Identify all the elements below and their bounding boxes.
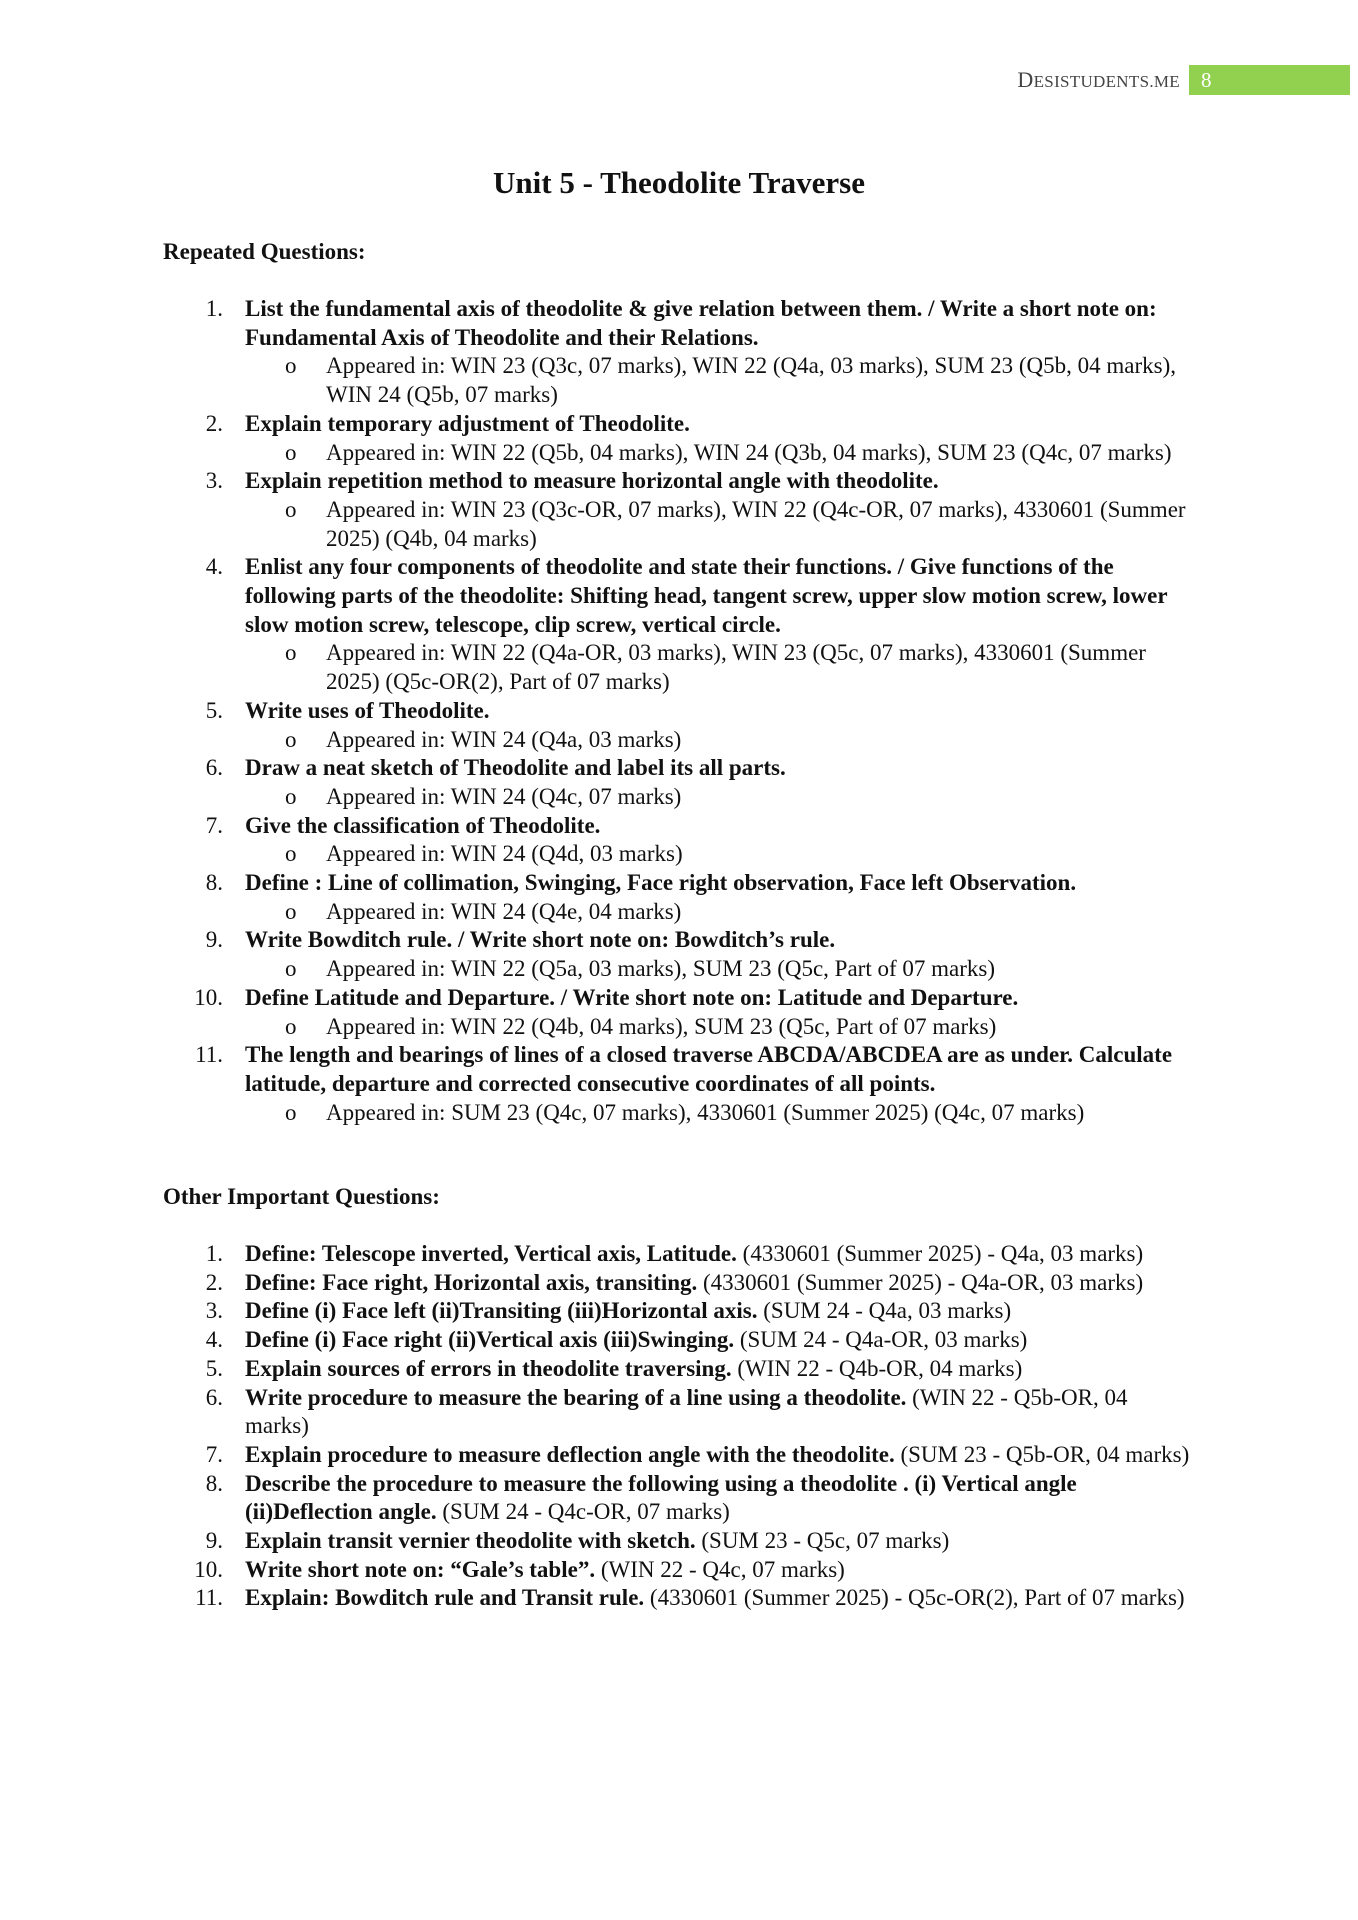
question-text: Define (i) Face right (ii)Vertical axis (iii)Swinging. <box>245 1327 735 1353</box>
repeated-question <box>163 553 1193 639</box>
other-question <box>163 1441 1193 1470</box>
question-text: The length and bearings of lines of a closed traverse ABCDA/ABCDEA are as under. Calculate latitude, departure and corrected consecutive coordinates of all points. <box>245 1042 1173 1096</box>
question-reference: (WIN 22 - Q5b-OR, 04 marks) <box>245 1384 1128 1439</box>
question-number: 11. <box>195 1042 223 1068</box>
appeared-in-exams: SUM 23 (Q4c, 07 marks), 4330601 (Summer 2025) (Q4c, 07 marks) <box>451 1099 1085 1125</box>
appeared-in-exams: WIN 23 (Q3c-OR, 07 marks), WIN 22 (Q4c-OR, 07 marks), 4330601 (Summer 2025) (Q4b, 04 marks) <box>326 496 1186 551</box>
question-reference: (SUM 23 - Q5c, 07 marks) <box>695 1528 950 1554</box>
question-text: Give the classification of Theodolite. <box>245 812 601 838</box>
other-question <box>163 1527 1193 1556</box>
question-reference: (WIN 22 - Q4b-OR, 04 marks) <box>731 1355 1023 1381</box>
question-text: Enlist any four components of theodolite and state their functions. / Give functions of the following parts of the theodolite: Shifting head, tangent screw, upper slow motion screw, lower slow motion screw, telescope, clip screw, vertical circle. <box>245 554 1168 637</box>
question-text: Write Bowditch rule. / Write short note on: Bowditch’s rule. <box>245 927 836 953</box>
bullet-marker: o <box>285 841 297 867</box>
question-reference: (SUM 23 - Q5b-OR, 04 marks) <box>894 1441 1190 1467</box>
bullet-marker: o <box>285 496 297 522</box>
other-question <box>163 1556 1193 1585</box>
question-number: 9. <box>205 1528 223 1554</box>
question-number: 4. <box>205 1327 223 1353</box>
appeared-in-label: Appeared in: <box>326 898 451 924</box>
appeared-in-exams: WIN 24 (Q4e, 04 marks) <box>450 898 682 924</box>
question-number: 2. <box>205 410 223 436</box>
repeated-question <box>163 926 1193 955</box>
question-reference: (SUM 24 - Q4a, 03 marks) <box>757 1298 1012 1324</box>
question-text: Write uses of Theodolite. <box>245 697 490 723</box>
appeared-in-exams: WIN 23 (Q3c, 07 marks), WIN 22 (Q4a, 03 marks), SUM 23 (Q5b, 04 marks), WIN 24 (Q5b, 07 marks) <box>326 353 1176 408</box>
question-number: 5. <box>205 1355 223 1381</box>
question-text: Write procedure to measure the bearing of a line using a theodolite. <box>245 1384 907 1410</box>
appeared-in-line <box>163 955 1193 984</box>
other-question <box>163 1326 1193 1355</box>
repeated-question <box>163 295 1193 352</box>
question-number: 10. <box>194 1556 223 1582</box>
other-question <box>163 1384 1193 1441</box>
other-question <box>163 1470 1193 1527</box>
appeared-in-exams: WIN 24 (Q4c, 07 marks) <box>450 783 682 809</box>
question-number: 5. <box>205 697 223 723</box>
question-reference: (SUM 24 - Q4a-OR, 03 marks) <box>734 1327 1028 1353</box>
question-number: 3. <box>205 1298 223 1324</box>
bullet-marker: o <box>285 1099 297 1125</box>
other-question <box>163 1355 1193 1384</box>
bullet-marker: o <box>285 726 297 752</box>
question-text: Explain sources of errors in theodolite traversing. <box>245 1355 732 1381</box>
question-number: 11. <box>195 1585 223 1611</box>
question-text: Explain: Bowditch rule and Transit rule. <box>245 1585 645 1611</box>
question-text: Explain transit vernier theodolite with sketch. <box>245 1528 696 1554</box>
question-reference: (4330601 (Summer 2025) - Q4a-OR, 03 marks) <box>697 1269 1144 1295</box>
repeated-question <box>163 1041 1193 1098</box>
page-number-badge: 8 <box>1189 65 1350 95</box>
appeared-in-label: Appeared in: <box>326 783 451 809</box>
question-text: Draw a neat sketch of Theodolite and label its all parts. <box>245 755 786 781</box>
repeated-question <box>163 812 1193 841</box>
bullet-marker: o <box>285 783 297 809</box>
appeared-in-line <box>163 1099 1193 1128</box>
repeated-question <box>163 754 1193 783</box>
repeated-question <box>163 984 1193 1013</box>
appeared-in-line <box>163 496 1193 553</box>
question-text: Write short note on: “Gale’s table”. <box>245 1556 596 1582</box>
question-text: Define: Face right, Horizontal axis, transiting. <box>245 1269 698 1295</box>
question-text: Explain temporary adjustment of Theodolite. <box>245 410 690 436</box>
question-number: 1. <box>205 296 223 321</box>
question-text: Define (i) Face left (ii)Transiting (iii)Horizontal axis. <box>245 1298 758 1324</box>
site-name-dot: . <box>1149 72 1154 91</box>
appeared-in-line <box>163 352 1193 409</box>
question-text: Define Latitude and Departure. / Write short note on: Latitude and Departure. <box>245 984 1019 1010</box>
other-question <box>163 1269 1193 1298</box>
question-reference: (4330601 (Summer 2025) - Q4a, 03 marks) <box>736 1241 1144 1266</box>
bullet-marker: o <box>285 956 297 982</box>
question-number: 7. <box>205 812 223 838</box>
question-number: 4. <box>205 554 223 580</box>
appeared-in-label: Appeared in: <box>326 1013 451 1039</box>
appeared-in-line <box>163 726 1193 755</box>
question-reference: (4330601 (Summer 2025) - Q5c-OR(2), Part of 07 marks) <box>644 1585 1185 1611</box>
question-number: 9. <box>205 927 223 953</box>
page-title: Unit 5 - Theodolite Traverse <box>493 165 865 200</box>
appeared-in-label: Appeared in: <box>326 956 451 982</box>
appeared-in-exams: WIN 22 (Q4a-OR, 03 marks), WIN 23 (Q5c, 07 marks), 4330601 (Summer 2025) (Q5c-OR(2), Part of 07 marks) <box>326 640 1146 695</box>
question-number: 2. <box>205 1269 223 1295</box>
appeared-in-exams: WIN 24 (Q4a, 03 marks) <box>450 726 682 752</box>
appeared-in-exams: WIN 22 (Q5b, 04 marks), WIN 24 (Q3b, 04 marks), SUM 23 (Q4c, 07 marks) <box>450 439 1172 465</box>
bullet-marker: o <box>285 1013 297 1039</box>
appeared-in-label: Appeared in: <box>326 841 451 867</box>
question-text: Explain procedure to measure deflection angle with the theodolite. <box>245 1441 895 1467</box>
other-question <box>163 1240 1193 1269</box>
question-reference: (SUM 24 - Q4c-OR, 07 marks) <box>436 1499 730 1525</box>
other-question <box>163 1297 1193 1326</box>
bullet-marker: o <box>285 353 297 379</box>
site-name <box>1017 67 1180 93</box>
question-text: Explain repetition method to measure horizontal angle with theodolite. <box>245 468 939 494</box>
question-number: 10. <box>194 984 223 1010</box>
repeated-question <box>163 697 1193 726</box>
appeared-in-line <box>163 783 1193 812</box>
appeared-in-exams: WIN 22 (Q5a, 03 marks), SUM 23 (Q5c, Part of 07 marks) <box>450 956 995 982</box>
appeared-in-exams: WIN 24 (Q4d, 03 marks) <box>450 841 683 867</box>
question-text: Describe the procedure to measure the following using a theodolite . (i) Vertical angle (ii)Deflection angle. <box>245 1470 1077 1525</box>
repeated-question <box>163 869 1193 898</box>
appeared-in-line <box>163 898 1193 927</box>
appeared-in-label: Appeared in: <box>326 496 451 522</box>
appeared-in-line <box>163 639 1193 696</box>
question-number: 8. <box>205 870 223 896</box>
appeared-in-line <box>163 439 1193 468</box>
repeated-questions-heading: Repeated Questions: <box>163 239 366 264</box>
question-text: Define: Telescope inverted, Vertical axis, Latitude. <box>245 1241 737 1266</box>
appeared-in-label: Appeared in: <box>326 1099 452 1125</box>
appeared-in-line <box>163 840 1193 869</box>
bullet-marker: o <box>285 898 297 924</box>
appeared-in-label: Appeared in: <box>326 439 451 465</box>
question-reference: (WIN 22 - Q4c, 07 marks) <box>595 1556 845 1582</box>
question-number: 8. <box>205 1470 223 1496</box>
question-text: Define : Line of collimation, Swinging, Face right observation, Face left Observation. <box>245 870 1077 896</box>
page-header <box>0 65 1358 95</box>
appeared-in-exams: WIN 22 (Q4b, 04 marks), SUM 23 (Q5c, Part of 07 marks) <box>450 1013 997 1039</box>
question-text: List the fundamental axis of theodolite & give relation between them. / Write a short note on: Fundamental Axis of Theodolite and their Relations. <box>245 296 1157 350</box>
repeated-question <box>163 410 1193 439</box>
appeared-in-label: Appeared in: <box>326 726 451 752</box>
repeated-question <box>163 467 1193 496</box>
bullet-marker: o <box>285 439 297 465</box>
site-name-initial: D <box>1017 67 1034 92</box>
appeared-in-label: Appeared in: <box>326 640 451 666</box>
question-number: 6. <box>205 755 223 781</box>
other-question <box>163 1584 1193 1613</box>
site-name-rest: ESISTUDENTS <box>1033 72 1150 91</box>
site-name-tld: ME <box>1153 72 1180 91</box>
repeated-questions-list <box>163 295 1193 1127</box>
question-number: 7. <box>205 1441 223 1467</box>
other-questions-heading: Other Important Questions: <box>163 1184 440 1209</box>
appeared-in-label: Appeared in: <box>326 353 451 379</box>
other-questions-list <box>163 1240 1193 1613</box>
question-number: 6. <box>205 1384 223 1410</box>
bullet-marker: o <box>285 640 297 666</box>
appeared-in-line <box>163 1013 1193 1042</box>
question-number: 1. <box>205 1241 223 1266</box>
question-number: 3. <box>205 468 223 494</box>
